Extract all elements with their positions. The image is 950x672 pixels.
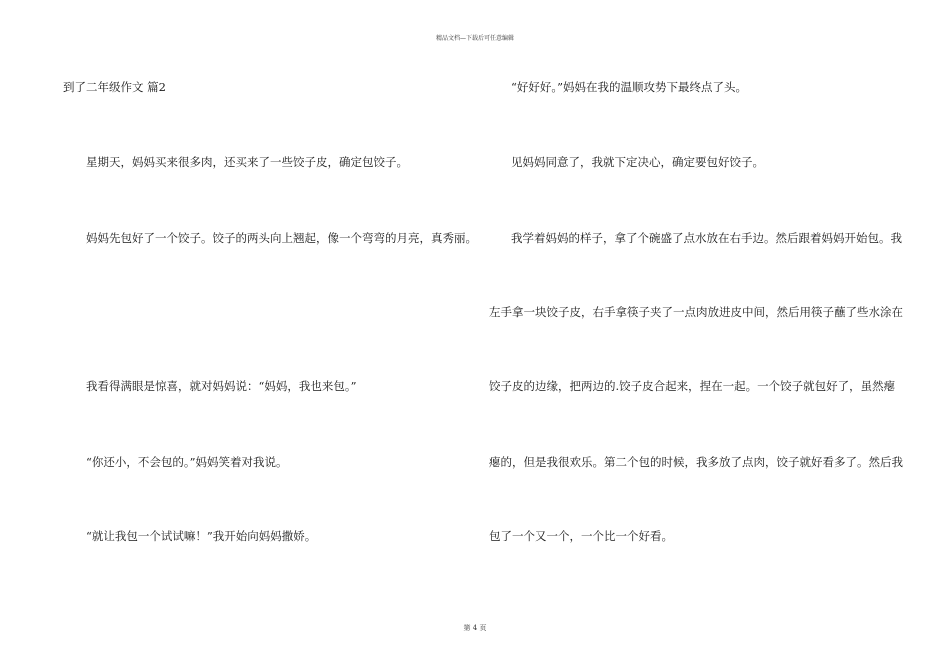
paragraph-line: 见妈妈同意了，我就下定决心，确定要包好饺子。 bbox=[511, 155, 764, 169]
paragraph-line: 我看得满眼是惊喜，就对妈妈说：“妈妈，我也来包。” bbox=[86, 379, 357, 393]
page-number: 第 4 页 bbox=[463, 624, 487, 632]
paragraph-line: 左手拿一块饺子皮，右手拿筷子夹了一点肉放进皮中间，然后用筷子蘸了些水涂在 bbox=[489, 305, 903, 319]
essay-title: 到了二年级作文 篇2 bbox=[63, 80, 166, 94]
paragraph-line: 星期天，妈妈买来很多肉，还买来了一些饺子皮，确定包饺子。 bbox=[86, 155, 408, 169]
paragraph-line: “好好好。”妈妈在我的温顺攻势下最终点了头。 bbox=[511, 80, 748, 94]
paragraph-line: 妈妈先包好了一个饺子。饺子的两头向上翘起，像一个弯弯的月亮，真秀丽。 bbox=[86, 231, 477, 245]
header-note: 精品文档—下载后可任意编辑 bbox=[435, 35, 514, 42]
paragraph-line: 饺子皮的边缘，把两边的.饺子皮合起来，捏在一起。一个饺子就包好了，虽然瘪 bbox=[489, 379, 896, 393]
paragraph-line: “就让我包一个试试嘛！”我开始向妈妈撒娇。 bbox=[86, 529, 317, 543]
paragraph-line: “你还小，不会包的。”妈妈笑着对我说。 bbox=[86, 455, 288, 469]
paragraph-line: 瘪的，但是我很欢乐。第二个包的时候，我多放了点肉，饺子就好看多了。然后我 bbox=[489, 455, 903, 469]
paragraph-line: 我学着妈妈的样子，拿了个碗盛了点水放在右手边。然后跟着妈妈开始包。我 bbox=[511, 231, 902, 245]
paragraph-line: 包了一个又一个，一个比一个好看。 bbox=[489, 529, 673, 543]
